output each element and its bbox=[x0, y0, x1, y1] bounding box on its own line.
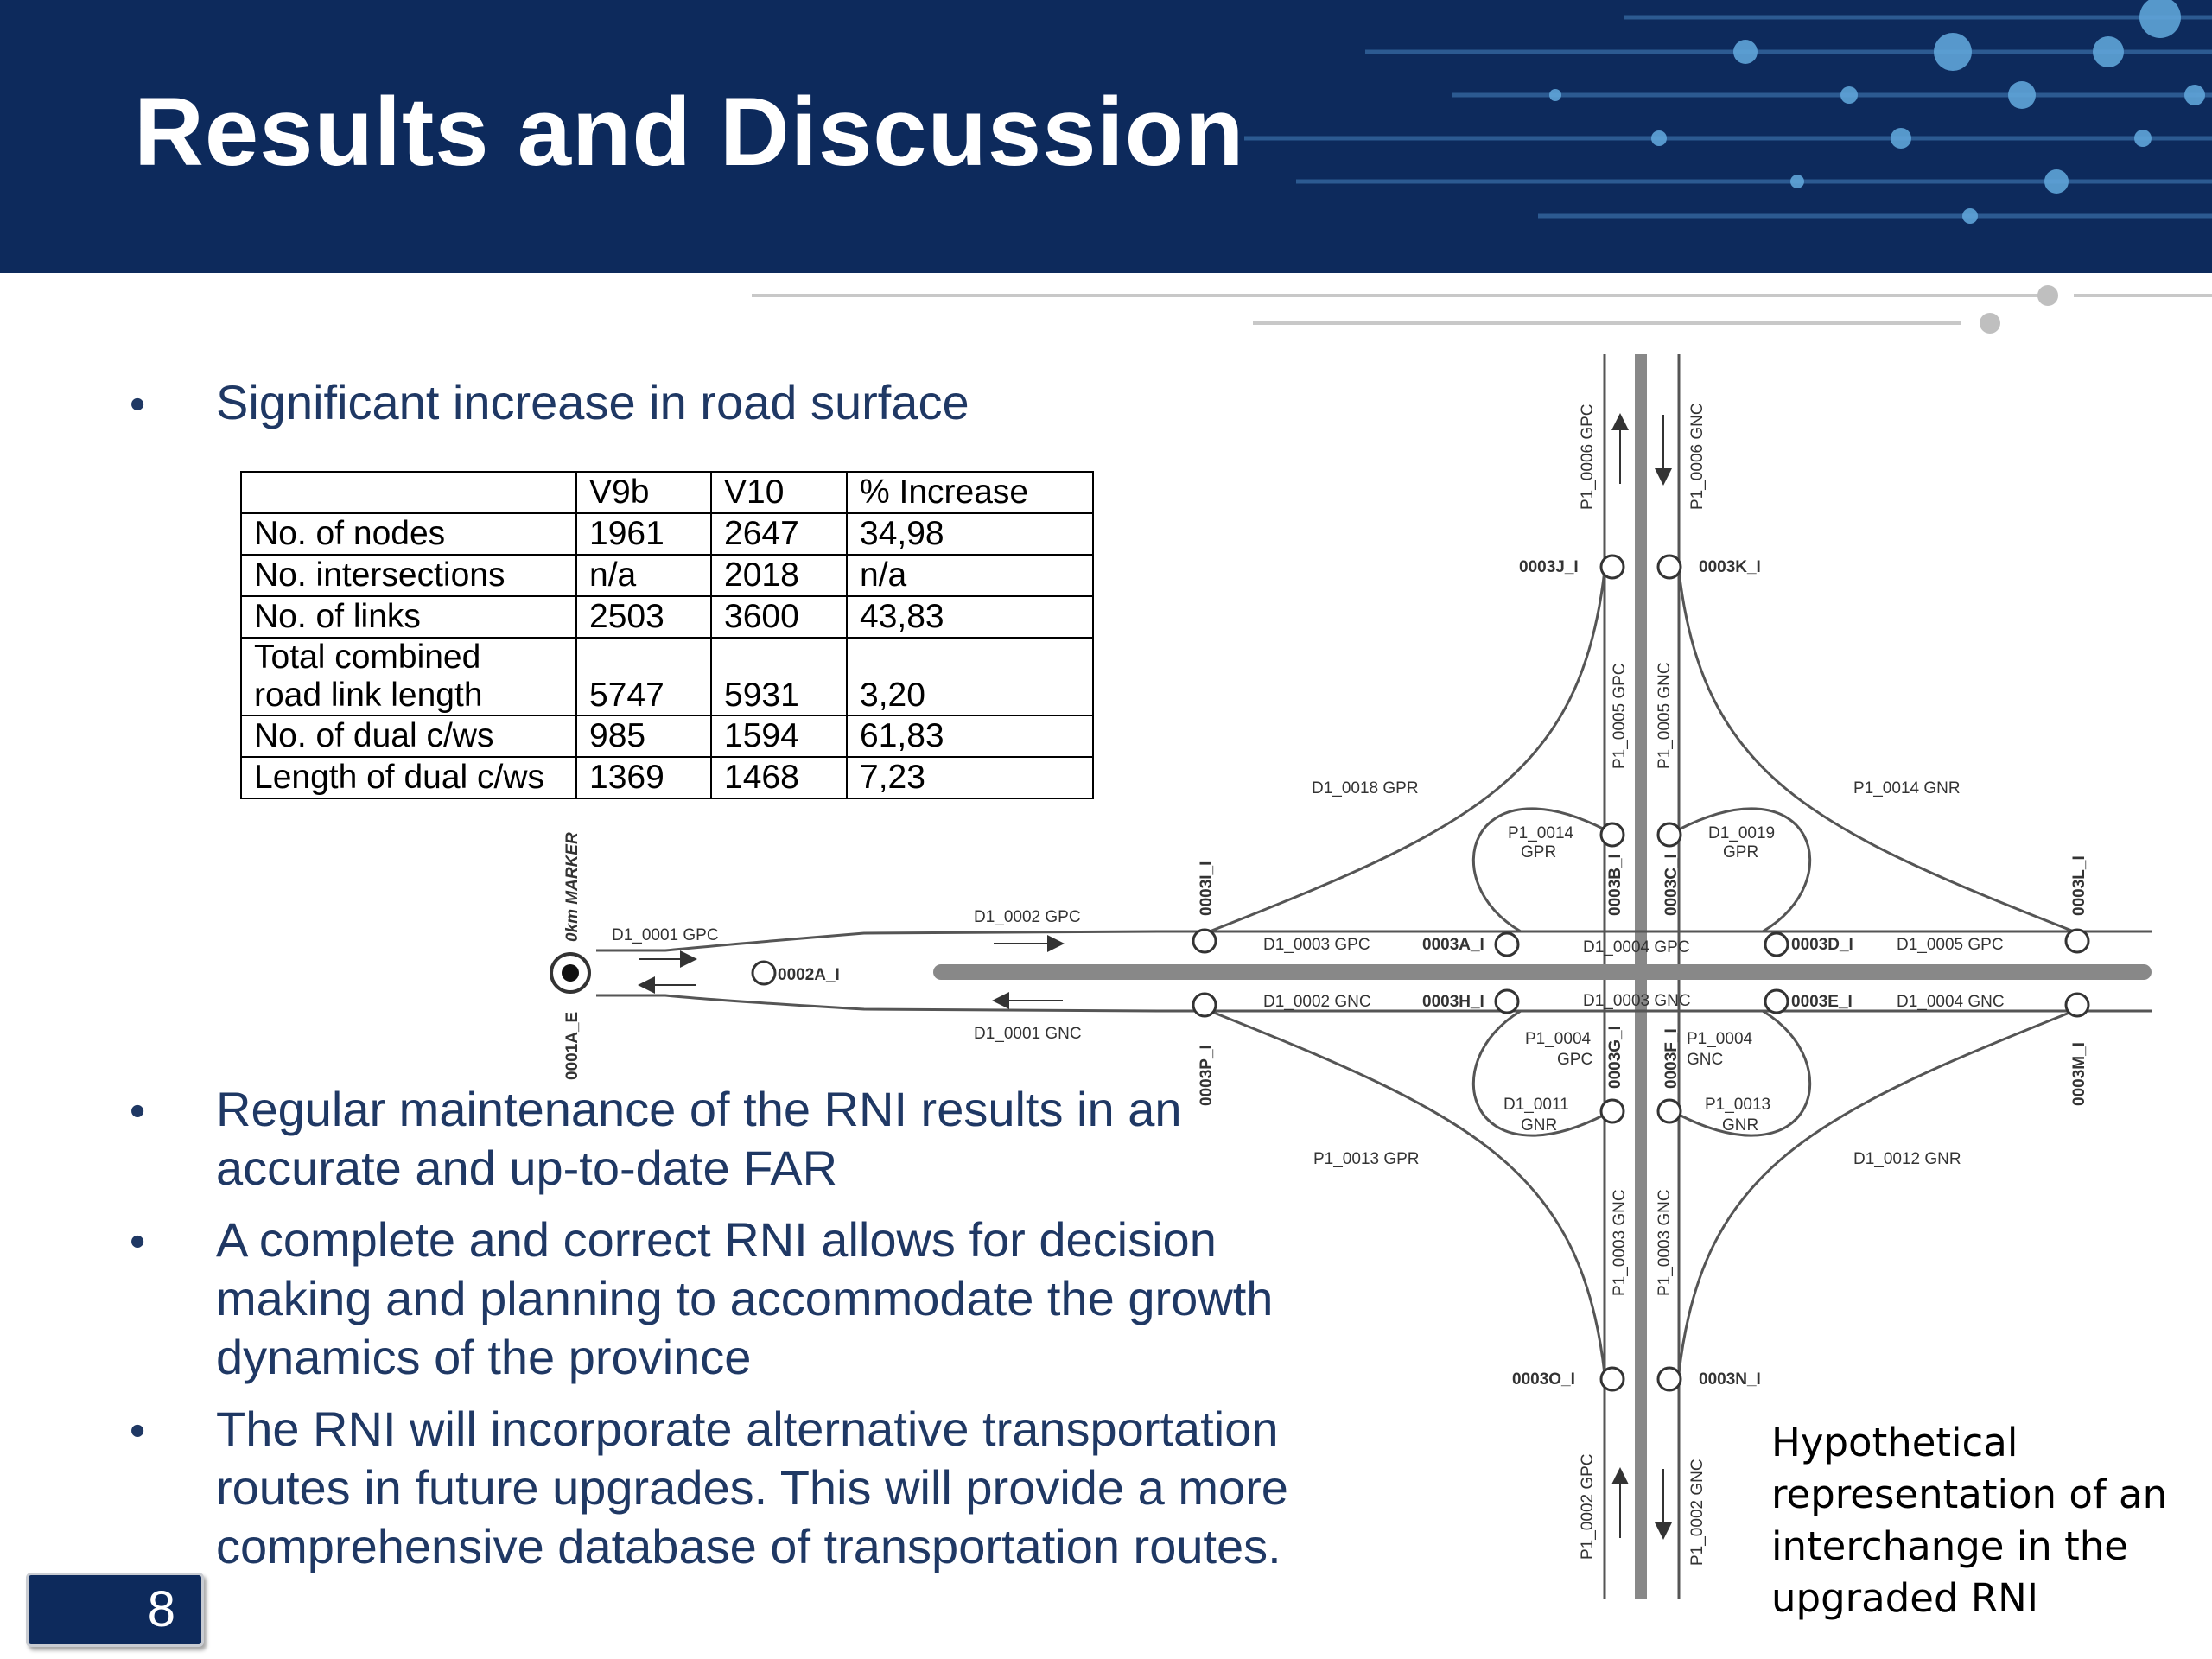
node-label: 0003A_I bbox=[1422, 936, 1484, 954]
node-label: 0003G_I bbox=[1606, 1026, 1624, 1089]
link-label: D1_0002 GNC bbox=[1263, 993, 1371, 1011]
table-cell: 2503 bbox=[576, 596, 711, 638]
node-label: 0002A_I bbox=[778, 966, 840, 984]
loop-label: GPR bbox=[1723, 843, 1759, 861]
table-header-cell: V10 bbox=[711, 472, 847, 513]
node-label: 0003K_I bbox=[1699, 558, 1761, 576]
node-symbol bbox=[1658, 556, 1681, 578]
marker-label: 0km MARKER bbox=[563, 832, 582, 942]
loop-label: D1_0019 bbox=[1708, 824, 1776, 842]
link-label: D1_0004 GPC bbox=[1583, 938, 1690, 957]
bullet-text bbox=[216, 1400, 1288, 1576]
loop-label: GNR bbox=[1521, 1116, 1558, 1135]
table-cell: 2647 bbox=[711, 513, 847, 555]
ramp bbox=[1679, 1011, 2074, 1374]
caption-line: Hypothetical bbox=[1771, 1420, 2018, 1465]
table-cell bbox=[241, 638, 576, 715]
table-cell: 2018 bbox=[711, 555, 847, 596]
node-symbol bbox=[1601, 823, 1624, 846]
node-symbol bbox=[1496, 990, 1518, 1013]
table-cell: Length of dual c/ws bbox=[241, 757, 576, 798]
cell-line: road link length bbox=[254, 677, 483, 714]
table-cell: No. intersections bbox=[241, 555, 576, 596]
diagram-caption bbox=[1771, 1417, 2203, 1624]
node-symbol bbox=[2066, 994, 2088, 1016]
loop-label: D1_0011 bbox=[1503, 1096, 1569, 1114]
node-label: 0003F_I bbox=[1662, 1028, 1681, 1089]
node-label: 0003M_I bbox=[2070, 1042, 2088, 1106]
bullet-line: dynamics of the province bbox=[216, 1330, 752, 1384]
circuit-decoration bbox=[1192, 0, 2212, 273]
table-cell: No. of dual c/ws bbox=[241, 715, 576, 757]
bullet-line: comprehensive database of transportation routes. bbox=[216, 1519, 1281, 1573]
table-cell: n/a bbox=[847, 555, 1093, 596]
link-label: P1_0005 GNC bbox=[1656, 662, 1674, 769]
cell-line: Total combined bbox=[254, 639, 481, 676]
loop-label: P1_0004 bbox=[1687, 1030, 1753, 1048]
link-label: P1_0005 GPC bbox=[1611, 663, 1629, 769]
bullet-marker: • bbox=[130, 1217, 146, 1267]
node-symbol bbox=[1765, 933, 1788, 956]
node-symbol bbox=[1658, 1100, 1681, 1122]
link-label: D1_0018 GPR bbox=[1312, 779, 1419, 798]
table-cell: 43,83 bbox=[847, 596, 1093, 638]
node-symbol bbox=[1601, 556, 1624, 578]
table-cell: n/a bbox=[576, 555, 711, 596]
caption-line: representation of an bbox=[1771, 1471, 2168, 1517]
caption-line: upgraded RNI bbox=[1771, 1575, 2039, 1621]
node-symbol bbox=[1658, 1368, 1681, 1390]
loop-label: P1_0014 bbox=[1508, 824, 1574, 842]
table-cell: 5747 bbox=[576, 638, 711, 715]
node-label: 0003C_I bbox=[1662, 854, 1681, 916]
table-cell: No. of links bbox=[241, 596, 576, 638]
node-label: 0003H_I bbox=[1422, 993, 1484, 1011]
link-label: D1_0003 GNC bbox=[1583, 992, 1691, 1010]
link-label: D1_0003 GPC bbox=[1263, 936, 1370, 954]
node-symbol bbox=[1193, 994, 1216, 1016]
node-symbol bbox=[1496, 933, 1518, 956]
table-header-cell: V9b bbox=[576, 472, 711, 513]
bullet-line: making and planning to accommodate the growth bbox=[216, 1271, 1274, 1325]
table-cell: 34,98 bbox=[847, 513, 1093, 555]
node-label: 0003D_I bbox=[1791, 936, 1853, 954]
node-symbol bbox=[1601, 1368, 1624, 1390]
slide-title: Results and Discussion bbox=[134, 78, 1245, 186]
ramp bbox=[1679, 570, 2074, 931]
road-edge bbox=[596, 995, 1158, 1011]
median-horizontal bbox=[933, 964, 2152, 980]
table-cell: 7,23 bbox=[847, 757, 1093, 798]
link-label: P1_0014 GNR bbox=[1853, 779, 1961, 798]
bullet-line: Regular maintenance of the RNI results in an bbox=[216, 1082, 1182, 1136]
link-label: P1_0003 GNC bbox=[1656, 1189, 1674, 1296]
table-cell: 1369 bbox=[576, 757, 711, 798]
table-cell: 1468 bbox=[711, 757, 847, 798]
bullet-marker: • bbox=[130, 379, 146, 429]
link-label: P1_0002 GPC bbox=[1579, 1453, 1597, 1560]
bullet-marker: • bbox=[130, 1406, 146, 1456]
table-cell: 5931 bbox=[711, 638, 847, 715]
node-symbol bbox=[2066, 930, 2088, 952]
link-label: D1_0002 GPC bbox=[974, 908, 1081, 926]
node-label: 0001A_E bbox=[563, 1011, 582, 1080]
node-label: 0003B_I bbox=[1606, 854, 1624, 916]
node-symbol bbox=[753, 962, 775, 984]
ramp bbox=[1210, 570, 1605, 931]
node-label: 0003O_I bbox=[1512, 1370, 1575, 1389]
table-cell: 61,83 bbox=[847, 715, 1093, 757]
loop-label: GNR bbox=[1722, 1116, 1759, 1135]
table-cell: 3,20 bbox=[847, 638, 1093, 715]
divider-lines bbox=[743, 275, 2212, 344]
bullet-text: Significant increase in road surface bbox=[216, 375, 969, 429]
caption-line: interchange in the bbox=[1771, 1523, 2128, 1569]
bullet-line: The RNI will incorporate alternative transportation bbox=[216, 1402, 1279, 1456]
table-cell: 1594 bbox=[711, 715, 847, 757]
page-number-badge bbox=[26, 1573, 204, 1647]
bullet-line: A complete and correct RNI allows for decision bbox=[216, 1212, 1217, 1267]
bullet-text bbox=[216, 1211, 1273, 1387]
node-label: 0003N_I bbox=[1699, 1370, 1761, 1389]
bullet-text bbox=[216, 1080, 1181, 1198]
link-label: P1_0013 GPR bbox=[1313, 1150, 1420, 1168]
table-header-cell: % Increase bbox=[847, 472, 1093, 513]
table-cell: 3600 bbox=[711, 596, 847, 638]
node-symbol bbox=[1601, 1100, 1624, 1122]
node-label: 0003P_I bbox=[1198, 1045, 1216, 1106]
node-label: 0003L_I bbox=[2070, 855, 2088, 916]
link-label: D1_0005 GPC bbox=[1897, 936, 2004, 954]
bullet-marker: • bbox=[130, 1086, 146, 1136]
bullet-line: accurate and up-to-date FAR bbox=[216, 1141, 838, 1195]
link-label: D1_0001 GNC bbox=[974, 1025, 1082, 1043]
table-cell: No. of nodes bbox=[241, 513, 576, 555]
table-cell: 985 bbox=[576, 715, 711, 757]
link-label: P1_0006 GNC bbox=[1688, 403, 1707, 510]
link-label: P1_0003 GNC bbox=[1611, 1189, 1629, 1296]
node-symbol bbox=[1658, 823, 1681, 846]
table-header-cell bbox=[241, 472, 576, 513]
loop-label: GNC bbox=[1687, 1051, 1724, 1069]
header-band bbox=[0, 0, 2212, 273]
loop-label: GPC bbox=[1557, 1051, 1593, 1069]
link-label: D1_0012 GNR bbox=[1853, 1150, 1961, 1168]
loop-label: P1_0004 bbox=[1525, 1030, 1592, 1048]
loop-label: GPR bbox=[1521, 843, 1557, 861]
node-label: 0003E_I bbox=[1791, 993, 1853, 1011]
page-number: 8 bbox=[147, 1581, 175, 1637]
marker-node-dot bbox=[562, 964, 579, 982]
table-cell: 1961 bbox=[576, 513, 711, 555]
node-label: 0003I_I bbox=[1198, 861, 1216, 916]
link-label: D1_0004 GNC bbox=[1897, 993, 2005, 1011]
link-label: P1_0006 GPC bbox=[1579, 404, 1597, 510]
link-label: P1_0002 GNC bbox=[1688, 1459, 1707, 1566]
bullet-line: routes in future upgrades. This will provide a more bbox=[216, 1460, 1288, 1515]
node-symbol bbox=[1193, 930, 1216, 952]
node-symbol bbox=[1765, 990, 1788, 1013]
loop-label: P1_0013 bbox=[1705, 1096, 1771, 1114]
node-label: 0003J_I bbox=[1519, 558, 1579, 576]
link-label: D1_0001 GPC bbox=[612, 926, 719, 944]
